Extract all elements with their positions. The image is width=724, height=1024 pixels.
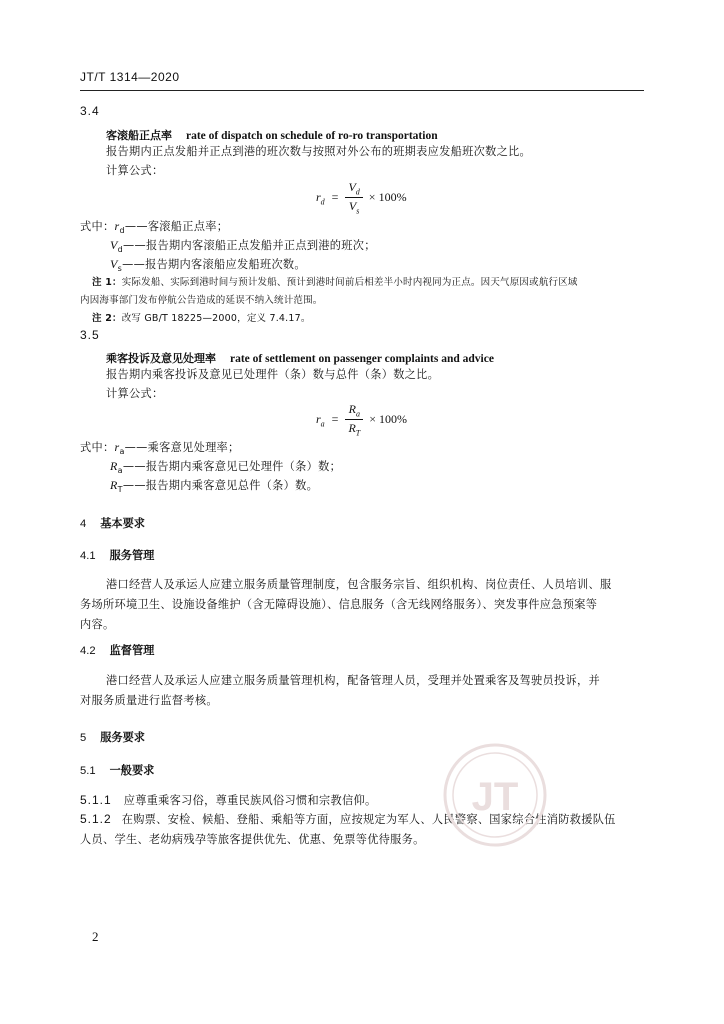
section-5-heading: 5 服务要求 xyxy=(80,731,145,744)
formula-fraction: $\frac{V_d}{V_s}$ xyxy=(345,180,362,216)
where-line-1: 式中：$r_d——$客滚船正点率； xyxy=(80,219,229,236)
section-4-2-heading: 4.2 监督管理 xyxy=(80,644,155,657)
definition: 报告期内乘客投诉及意见已处理件（条）数与总件（条）数之比。 xyxy=(106,368,440,381)
section-4-2-line-1: 港口经营人及承运人应建立服务质量管理机构，配备管理人员，受理并处置乘客及驾驶员投诉，并 xyxy=(106,674,600,687)
clause-3-4-number: 3.4 xyxy=(80,104,100,118)
definition: 报告期内正点发船并正点到港的班次数与按照对外公布的班期表应发船班次数之比。 xyxy=(106,145,532,158)
section-4-1-line-3: 内容。 xyxy=(80,618,115,631)
where-line-2: $V_d——$报告期内客滚船正点发船并正点到港的班次； xyxy=(110,238,376,255)
section-5-1-2-line-1: 5.1.2 在购票、安检、候船、登船、乘船等方面，应按规定为军人、人民警察、国家综合性消防救援队伍 xyxy=(80,812,616,826)
calc-label: 计算公式： xyxy=(106,164,164,177)
where-line-1: 式中：$r_a——$乘客意见处理率； xyxy=(80,440,240,457)
section-4-heading: 4 基本要求 xyxy=(80,517,145,530)
calc-label: 计算公式： xyxy=(106,387,164,400)
formula-lhs: $r_a$ xyxy=(316,411,325,429)
clause-3-5-number: 3.5 xyxy=(80,328,100,342)
standard-header: JT/T 1314—2020 xyxy=(80,70,180,84)
note-1-cont: 内因海事部门发布停航公告造成的延误不纳入统计范围。 xyxy=(80,295,323,306)
note-2: 注 2：改写 GB/T 18225—2000，定义 7.4.17。 xyxy=(92,313,311,324)
watermark-text: JT xyxy=(471,775,519,819)
term-en: rate of settlement on passenger complaints and advice xyxy=(230,353,494,365)
where-line-2: $R_a——$报告期内乘客意见已处理件（条）数； xyxy=(110,459,342,476)
header-rule xyxy=(80,90,644,91)
section-5-1-2-line-2: 人员、学生、老幼病残孕等旅客提供优先、优惠、免票等优待服务。 xyxy=(80,833,425,846)
where-line-3: $R_T——$报告期内乘客意见总件（条）数。 xyxy=(110,478,319,495)
page-number: 2 xyxy=(92,929,99,944)
formula-fraction: $\frac{R_a}{R_T}$ xyxy=(345,402,363,438)
jt-watermark-seal xyxy=(440,740,550,850)
clause-3-4-term xyxy=(106,124,438,143)
section-5-1-heading: 5.1 一般要求 xyxy=(80,764,155,777)
section-4-1-heading: 4.1 服务管理 xyxy=(80,549,155,562)
section-4-1-line-2: 务场所环境卫生、设施设备维护（含无障碍设施）、信息服务（含无线网络服务）、突发事件应急预案等 xyxy=(80,598,598,611)
term-cn: 乘客投诉及意见处理率 xyxy=(106,352,216,365)
formula-3-4: $r_d$ = $\frac{V_d}{V_s}$ × 100% xyxy=(316,180,407,216)
section-4-2-line-2: 对服务质量进行监督考核。 xyxy=(80,694,218,707)
clause-3-5-term xyxy=(106,347,494,366)
term-cn: 客滚船正点率 xyxy=(106,129,172,142)
note-1: 注 1：实际发船、实际到港时间与预计发船、预计到港时间前后相差半小时内视同为正点。因天气原因或航行区域 xyxy=(92,277,578,288)
section-4-1-line-1: 港口经营人及承运人应建立服务质量管理制度，包含服务宗旨、组织机构、岗位责任、人员培训、服 xyxy=(106,578,612,591)
section-5-1-1: 5.1.1 应尊重乘客习俗，尊重民族风俗习惯和宗教信仰。 xyxy=(80,793,377,807)
term-en: rate of dispatch on schedule of ro-ro transportation xyxy=(186,130,438,142)
formula-lhs: $r_d$ xyxy=(316,189,325,207)
where-line-3: $V_s——$报告期内客滚船应发船班次数。 xyxy=(110,257,306,274)
formula-3-5: $r_a$ = $\frac{R_a}{R_T}$ × 100% xyxy=(316,402,408,438)
